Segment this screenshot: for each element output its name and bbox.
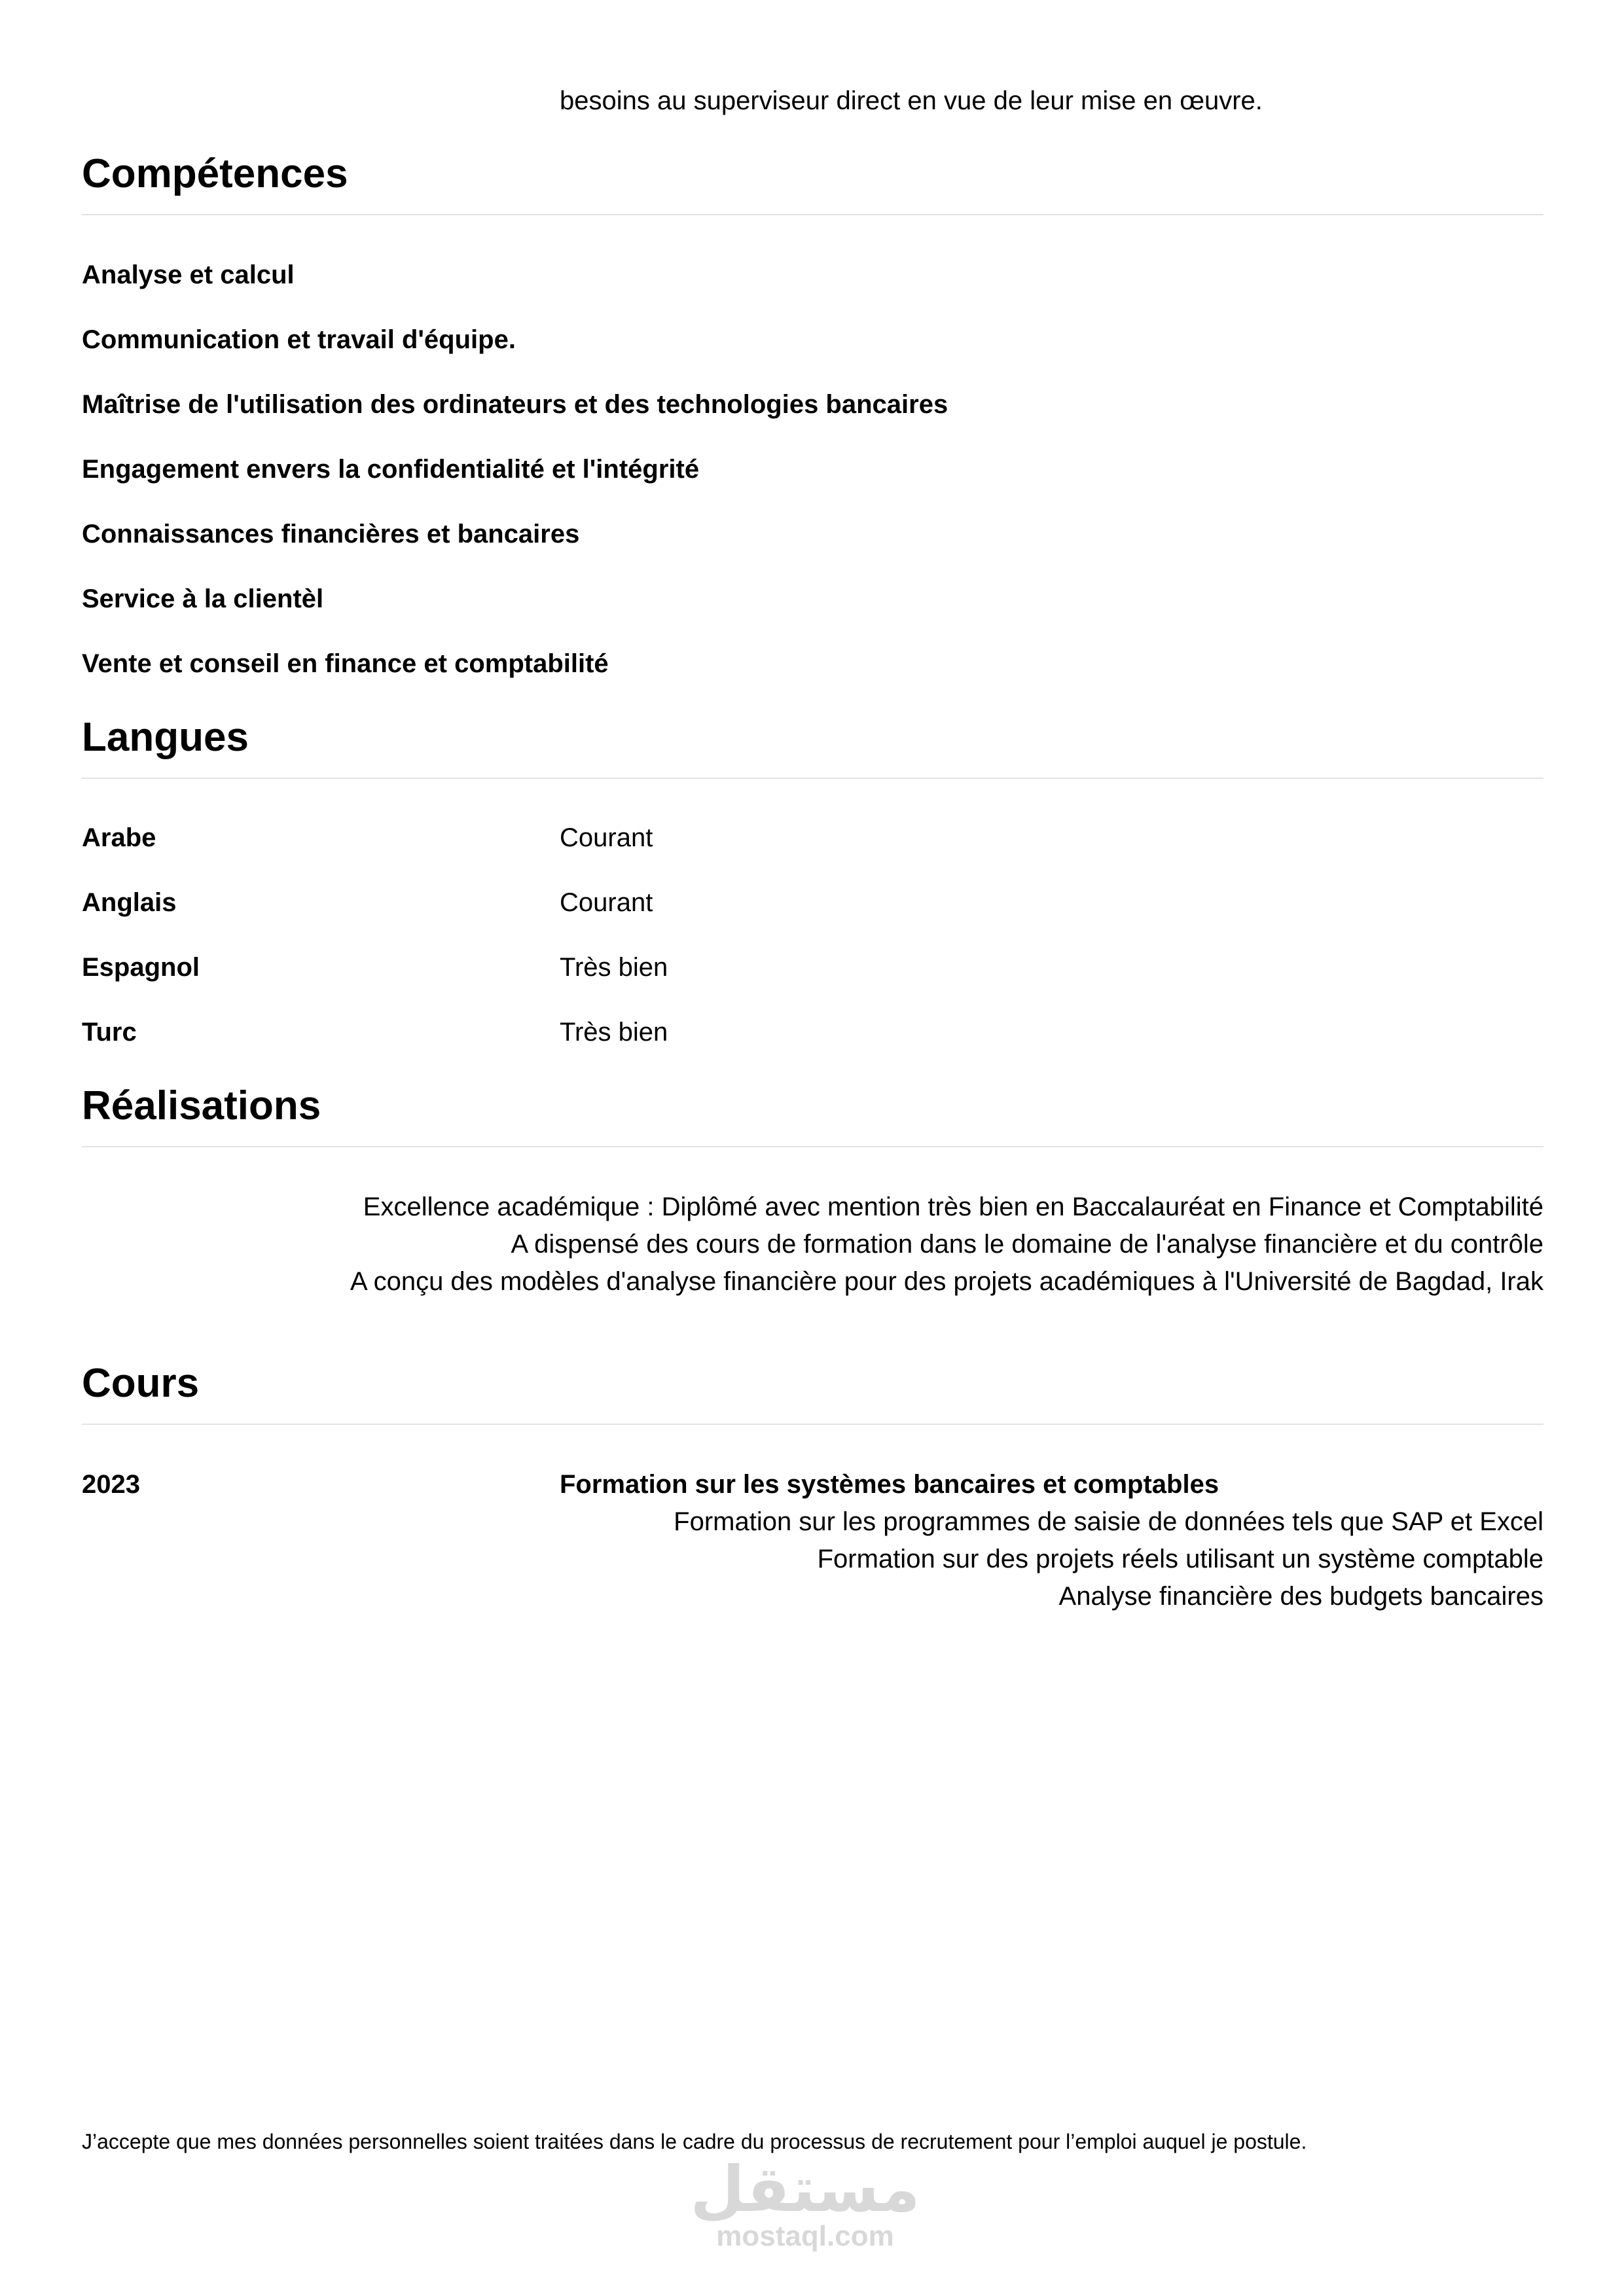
- experience-continuation-text: besoins au superviseur direct en vue de leur mise en œuvre.: [560, 86, 1263, 115]
- language-name: Arabe: [82, 823, 156, 852]
- section-divider: [82, 214, 1543, 215]
- section-title-langues: Langues: [82, 715, 249, 760]
- achievement-line: A dispensé des cours de formation dans le domaine de l'analyse financière et du contrôle: [511, 1230, 1543, 1259]
- course-detail-line: Analyse financière des budgets bancaires: [1058, 1582, 1543, 1611]
- section-divider: [82, 1146, 1543, 1147]
- section-title-competences: Compétences: [82, 151, 348, 196]
- section-title-realisations: Réalisations: [82, 1083, 321, 1128]
- skill-item: Maîtrise de l'utilisation des ordinateurs et des technologies bancaires: [82, 390, 948, 419]
- consent-statement: J’accepte que mes données personnelles soient traitées dans le cadre du processus de recrutement pour l’emploi auquel je postule.: [82, 2130, 1307, 2153]
- language-name: Anglais: [82, 888, 177, 917]
- achievement-line: Excellence académique : Diplômé avec mention très bien en Baccalauréat en Finance et Comptabilité: [363, 1193, 1543, 1221]
- skill-item: Vente et conseil en finance et comptabilité: [82, 649, 609, 678]
- skill-item: Service à la clientèl: [82, 584, 324, 613]
- section-title-cours: Cours: [82, 1361, 200, 1406]
- course-title: Formation sur les systèmes bancaires et comptables: [560, 1470, 1219, 1499]
- language-name: Espagnol: [82, 953, 200, 982]
- achievement-line: A conçu des modèles d'analyse financière pour des projets académiques à l'Université de Bagdad, Irak: [350, 1267, 1543, 1296]
- mostaql-watermark: [681, 2153, 929, 2253]
- course-detail-line: Formation sur des projets réels utilisant un système comptable: [817, 1545, 1543, 1573]
- course-year: 2023: [82, 1470, 140, 1499]
- mostaql-logo: مستقل: [690, 2153, 920, 2226]
- course-detail-line: Formation sur les programmes de saisie de données tels que SAP et Excel: [674, 1507, 1543, 1536]
- mostaql-domain: mostaql.com: [716, 2220, 894, 2252]
- section-divider: [82, 1424, 1543, 1425]
- skill-item: Analyse et calcul: [82, 260, 295, 289]
- skill-item: Connaissances financières et bancaires: [82, 520, 580, 548]
- section-divider: [82, 778, 1543, 779]
- language-level: Très bien: [560, 1018, 668, 1047]
- language-level: Très bien: [560, 953, 668, 982]
- skill-item: Communication et travail d'équipe.: [82, 325, 516, 354]
- language-level: Courant: [560, 823, 653, 852]
- language-level: Courant: [560, 888, 653, 917]
- language-name: Turc: [82, 1018, 137, 1047]
- skill-item: Engagement envers la confidentialité et l'intégrité: [82, 455, 700, 484]
